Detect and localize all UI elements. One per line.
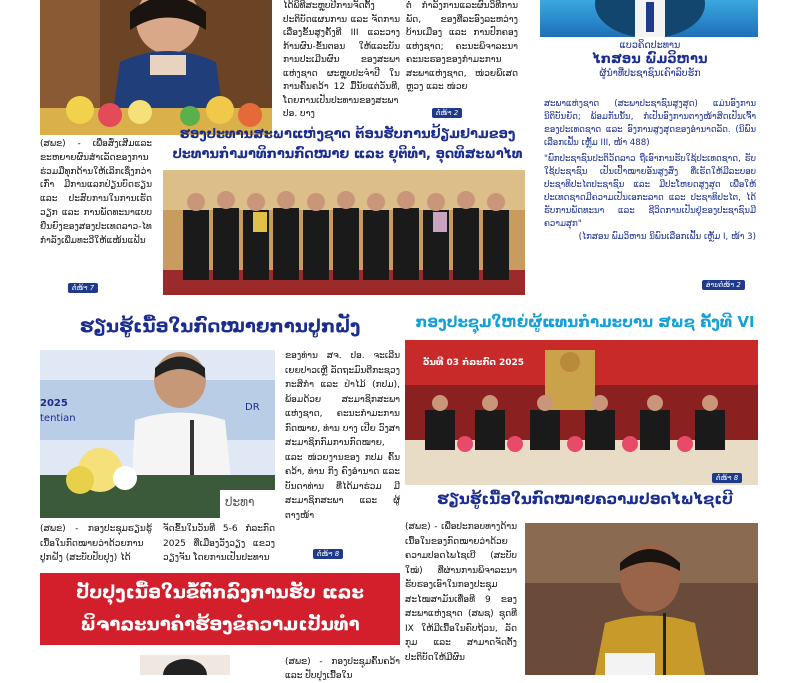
story-body: ໄດ້ພິທີສະຫຼຸບປີການຈັດຕັ້ງປະຕິບັດແຜນການ ແລະ ຈັດການເລື່ອງຂັ້ນສູງຄັ້ງທີ III ແລະວາງກ້ານຜົນ-ຂັ້ນຕອນ ໃຫ້ແລະບັນ ການປະເມີນຜົນ ຂອງສະພາແຫ່ງຊາດ ຜະຫຼຸບປະຈຳປີ ໃນການຄົ້ນຄວ້າ 12 ມື້ນັບແຕ່ວັນທີ, ໂດຍການເປັນປະທານຂອງສະພາ ປອ. ບາງ	[283, 1, 400, 119]
story-planting-body-left	[40, 522, 152, 567]
headline-cyber-law: ຮຽນຮູ້ເນື້ອໃນກົດໝາຍຄວາມປອດໄພໄຊເບີ	[437, 490, 733, 508]
quote-source: (ໄກສອນ ພົມວິຫານ ນິພົນເລືອກເຟັ້ນ ເຫຼັ້ມ I, ໜ້າ 3)	[578, 232, 756, 242]
quote-caption	[544, 40, 756, 79]
headline-line-2: ປະທານກຳມາທິການກົດໝາຍ ແລະ ຍຸຕິທຳ, ອຸດທິສະພາໄທ	[172, 147, 523, 162]
story-body: (ສພຂ) - ເພື່ອປະກອບທາງດ້ານເນື້ອໃນຂອງກົດໝາຍວ່າດ້ວຍຄວາມປອດໄພໄຊເບີ (ສະບັບໃໝ່) ທີ່ຜ່ານການພິຈາລະນາຮັບຮອງເອົາໃນກອງປະຊຸມສະໄໝສາມັນເທື່ອທີ 9 ຂອງ ສະພາແຫ່ງຊາດ (ສພຊ) ຊຸດທີ IX ໃຫ້ມີເນື້ອໃນຄົບຖ້ວນ, ລັດກຸມ ແລະ ສາມາດຈັດຕັ້ງປະຕິບັດໃຫ້ມີຜົນ	[405, 522, 517, 663]
photo-union-congress	[405, 340, 758, 485]
photo-minister-planting	[40, 350, 275, 518]
banner-line-2: ພິຈາລະນາຄຳຮ້ອງຂໍຄວາມເປັນທຳ	[80, 614, 360, 635]
photo-bottom-partial	[140, 655, 230, 675]
photo-official-woman	[40, 0, 272, 135]
story-body: ຂອງທ່ານ ສຈ. ປອ. ຈະເລີນ ເຍຍປາວເຫຼີ ລັດຖະມົນຕີກະຊວງກະສິກຳ ແລະ ປ່າໄມ້ (ກປມ), ພ້ອມດ້ວຍ ສະມາຊິກສະພາແຫ່ງຊາດ, ຄະນະກຳມະການກົດໝາຍ, ທ່ານ ບາງ ເປີຍ ວົງສາ ສະມາຊິກກົມການກົດໝາຍ, ແລະ ໜ່ວຍງານຂອງ ກປມ ຄົ້ນຄວ້າ, ທ່ານ ກິງ ຄົງອຳນາດ ແລະ ບັນດາທ່ານ ທີ່ໄດ້ມາຮ່ວມ ມີສະມາຊິກສະພາ ແລະ ຜູ້ຕາງໜ້າ	[285, 351, 400, 521]
photo-group-delegation	[163, 170, 525, 295]
continue-tag-page8-meeting[interactable]: ຕໍ່ໜ້າ 8	[712, 473, 742, 483]
story-planting-body-right	[285, 349, 400, 529]
continue-tag-page7[interactable]: ຕໍ່ໜ້າ 7	[68, 283, 98, 293]
story-cyber-body	[405, 520, 517, 675]
story-body: (ສພຂ) - ເພື່ອສົ່ງເສີມແລະຂະຫຍາຍຜົນສຳເລັດຂອງການຮ່ວມມືທຸກດ້ານໃຫ້ເລິກເຊິ່ງກວ່າເກົ່າ ມີການແລກປ່ຽນບົດຮຽນ ແລະ ປະສົບການໃນການເຮັດວຽກ ແລະ ການພັດທະນາແບບຍືນຍົງຂອງສອງປະເທດລາວ-ໄທ ກຳລັງເພີ່ມທະວີໃຫ້ແໜ້ນແຟ້ນ	[40, 139, 152, 246]
quote-main: "ພົກປະຊາຊົນປະຕິວັດລາວ ຖືເອົາການຮັບໃຊ້ປະເທດຊາດ, ຮັບໃຊ້ປະຊາຊົນ ເປັນເປົ້າໝາຍອັນສູງສົ່ງ ທີ່ເຮັດໃຫ້ມີລະບອບປະຊາທິປະໄຕປະຊາຊົນ ແລະ ມີປະໂຫຍດສູງສຸດ ເພື່ອໃຫ້ປະເທດຊາດມີຄວາມເປັນເອກະລາດ ແລະ ປະຊາທິປະໄຕ, ໄດ້ຮັບການພັດທະນາ ແລະ ຊີວິດການເປັນຢູ່ຂອງປະຊາຊົນມີຄວາມສຸກ"	[544, 154, 756, 229]
photo-overlay-text-right: DR	[245, 402, 260, 413]
headline-union-congress: ກອງປະຊຸມໃຫຍ່ຜູ້ແທນກຳມະບານ ສພຊ ຄັ້ງທີ VI	[415, 313, 755, 331]
story-committee-notes	[406, 0, 518, 100]
quote-body	[544, 98, 756, 274]
story-etiquette-body	[285, 655, 400, 681]
story-body: (ສພຂ) - ກອງປະຊຸມຄົ້ນຄວ້າ ແລະ ປັບປຸງເນື້ອໃນ	[285, 657, 400, 681]
headline-etiquette-banner	[40, 573, 400, 645]
headline-planting-law: ຮຽນຮູ້ເນື້ອໃນກົດໝາຍການປູກຝັງ	[79, 316, 361, 337]
banner-line-1: ປັບປຸງເນື້ອໃນຂໍ້ຕົກລົງການຮັບ ແລະ	[76, 582, 364, 603]
story-planting-body-mid	[163, 522, 275, 567]
story-body: (ສພຂ) - ກອງປະຊຸມຮຽນຮູ້ເນື້ອໃນກົດໝາຍວ່າດ້ວຍການປູກຝັງ (ສະບັບປັບປຸງ) ໄດ້	[40, 524, 152, 563]
photo-overlay-text: tentian	[40, 413, 76, 424]
headline-thai-delegation	[160, 125, 535, 165]
story-body: ຕໍ່ ກຳລັງການແລະຜົນວິທີການພັດ, ຂອງທີ່ລະອົງລະຫວ່າງບ້ານເມືອງ ແລະ ການປົກຄອງແຫ່ງຊາດ; ຄະນະພິຈາລະນາຄະນະຮອງຂອງກຳມະການສະພາແຫ່ງຊາດ, ໜ່ວຍພິເສດຫຼວງ ແລະ ໜ່ວຍ	[406, 1, 518, 92]
headline-line-1: ຮອງປະທານສະພາແຫ່ງຊາດ ຕ້ອນຮັບການຢ້ຽມຢາມຂອງ	[179, 127, 516, 142]
photo-overlay-sign: ປະທາ	[225, 495, 255, 509]
caption-name: ໄກສອນ ພົມວິຫານ	[592, 52, 708, 67]
caption-title: ຜູ້ນຳທີ່ປະຊາຊົນເຄົາລົບຮັກ	[599, 68, 701, 79]
story-national-assembly-meeting	[283, 0, 400, 118]
photo-overlay-year: 2025	[40, 398, 68, 409]
continue-tag-page2[interactable]: ຕໍ່ໜ້າ 2	[432, 108, 462, 118]
continue-tag-page8-planting[interactable]: ຕໍ່ໜ້າ 8	[313, 549, 343, 559]
story-body: ຈັດຂຶ້ນໃນວັນທີ 5-6 ກໍລະກົດ 2025 ທີ່ເມືອງວັງວຽງ ແຂວງວຽງຈັນ ໂດຍການເປັນປະທານ	[163, 524, 275, 563]
caption-role: ແບວຄິດປະທານ	[619, 40, 681, 51]
quote-portrait-box	[540, 0, 758, 37]
photo-cyber-official	[525, 523, 758, 675]
meeting-banner-text: ວັນທີ 03 ກໍລະກົດ 2025	[423, 358, 525, 368]
quote-text: ສະພາແຫ່ງຊາດ (ສະພາປະຊາຊົນສູງສຸດ) ແມ່ນອົງການນິຕິບັນຍັດ; ພ້ອມກັນນັ້ນ, ກໍເປັນອົງການຕາງໜ້າສິດເປັນເຈົ້າຂອງປະເທດຊາດ ແລະ ອົງການສູງສຸດຂອງອຳນາດລັດ. (ນິພົນເລືອກເຟັ້ນ ເຫຼັ້ມ III, ໜ້າ 488)	[544, 99, 756, 148]
story-intro-laos-thai	[40, 138, 152, 276]
continue-tag-page2-quote[interactable]: ອ່ານຕໍ່ໜ້າ 2	[702, 280, 745, 290]
